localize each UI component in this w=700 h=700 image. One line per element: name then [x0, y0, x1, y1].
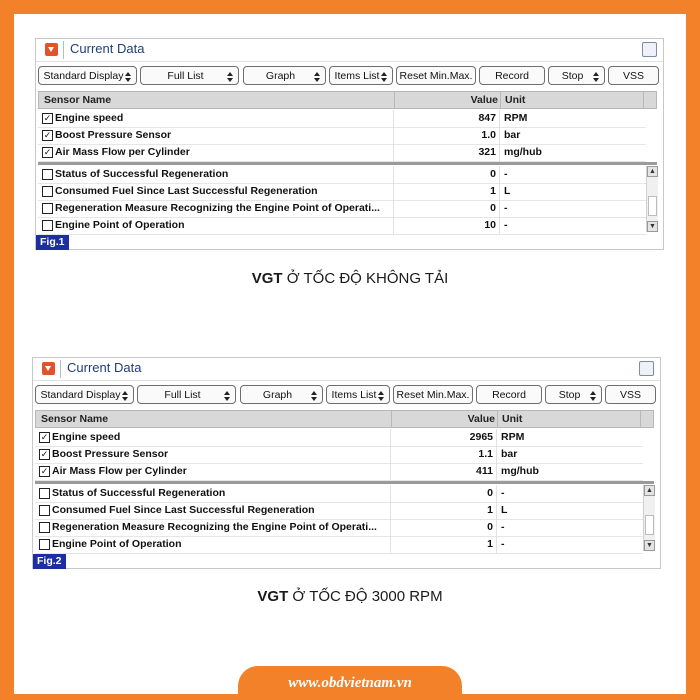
sensor-unit: L [504, 185, 511, 197]
cell-divider [393, 183, 394, 200]
title-separator [60, 360, 61, 378]
caption-bold: VGT [251, 270, 283, 287]
sensor-unit: mg/hub [501, 465, 539, 477]
updown-arrow-icon [122, 388, 128, 401]
updown-arrow-icon [314, 69, 320, 82]
website-text: www.obdvietnam.vn [288, 675, 412, 691]
table-row[interactable] [38, 110, 646, 128]
header-divider [391, 411, 392, 427]
updown-arrow-icon [593, 69, 599, 82]
sensor-unit: - [504, 202, 508, 214]
section-divider [38, 162, 657, 165]
cell-divider [496, 446, 497, 463]
header-divider [497, 411, 498, 427]
sensor-value: 411 [476, 465, 493, 477]
scroll-down-arrow-icon[interactable]: ▼ [647, 221, 658, 232]
sensor-name: Status of Successful Regeneration [55, 168, 229, 180]
sensor-unit: bar [501, 448, 518, 460]
sensor-name: Air Mass Flow per Cylinder [52, 465, 187, 477]
toolbar [38, 66, 658, 87]
cell-divider [496, 463, 497, 480]
cell-divider [496, 536, 497, 553]
cell-divider [496, 485, 497, 502]
reset-min-max-button-label: Reset Min.Max. [399, 70, 473, 82]
table-row[interactable] [38, 166, 646, 184]
reset-min-max-button[interactable] [393, 385, 473, 404]
vertical-scrollbar[interactable] [646, 166, 658, 232]
scroll-thumb[interactable] [648, 196, 657, 216]
cell-divider [390, 536, 391, 553]
graph-select-label: Graph [262, 389, 293, 401]
sensor-value: 1 [487, 538, 493, 550]
table-row[interactable] [38, 200, 646, 218]
table-row[interactable] [35, 463, 643, 481]
checkbox-checked-icon[interactable]: ✓ [40, 466, 49, 476]
record-button-label: Record [495, 70, 529, 82]
vss-button[interactable] [608, 66, 659, 85]
items-list-select[interactable] [329, 66, 393, 85]
panel-title: Current Data [70, 41, 145, 56]
caption-text: Ở TỐC ĐỘ KHÔNG TẢI [282, 270, 449, 287]
scroll-down-arrow-icon[interactable]: ▼ [644, 540, 655, 551]
table-row[interactable] [35, 446, 643, 464]
header-divider [643, 92, 644, 108]
updown-arrow-icon [125, 69, 131, 82]
checkbox-unchecked-icon[interactable] [42, 186, 53, 197]
sensor-value: 0 [490, 202, 496, 214]
sensor-unit: - [501, 538, 505, 550]
checkbox-checked-icon[interactable]: ✓ [40, 449, 49, 459]
stop-select-label: Stop [558, 389, 581, 401]
sensor-value: 847 [478, 112, 496, 124]
vertical-scrollbar[interactable] [643, 485, 655, 551]
graph-select[interactable] [240, 385, 323, 404]
table-row[interactable] [35, 429, 643, 447]
items-list-select-label: Items List [331, 389, 377, 401]
sensor-value: 321 [478, 146, 496, 158]
updown-arrow-icon [381, 69, 387, 82]
cell-divider [499, 127, 500, 144]
sensor-value: 0 [487, 487, 493, 499]
sensor-name: Consumed Fuel Since Last Successful Regeneration [52, 504, 315, 516]
sensor-unit: L [501, 504, 508, 516]
sensor-unit: mg/hub [504, 146, 542, 158]
cell-divider [499, 183, 500, 200]
cell-divider [390, 446, 391, 463]
cell-divider [496, 502, 497, 519]
vss-button[interactable] [605, 385, 656, 404]
website-footer [238, 666, 462, 700]
title-bar [33, 358, 660, 381]
sensor-name: Engine speed [52, 431, 121, 443]
table-row[interactable] [38, 144, 646, 162]
updown-arrow-icon [590, 388, 596, 401]
sensor-unit: - [504, 168, 508, 180]
sensor-value: 1.0 [481, 129, 496, 141]
cell-divider [393, 217, 394, 234]
header-sensor-name: Sensor Name [41, 413, 109, 425]
checkbox-unchecked-icon[interactable] [39, 488, 50, 499]
window-restore-icon[interactable] [639, 361, 654, 376]
sensor-value: 0 [487, 521, 493, 533]
updown-arrow-icon [227, 69, 233, 82]
collapse-arrow-icon[interactable] [45, 43, 58, 56]
table-row[interactable] [38, 183, 646, 201]
header-sensor-name: Sensor Name [44, 94, 112, 106]
table-row[interactable] [38, 127, 646, 145]
checkbox-unchecked-icon[interactable] [39, 539, 50, 550]
checkbox-checked-icon[interactable]: ✓ [43, 113, 52, 123]
sensor-unit: - [501, 521, 505, 533]
stop-select-label: Stop [561, 70, 584, 82]
table-row[interactable] [35, 536, 643, 554]
table-header [35, 410, 654, 428]
full-list-select[interactable] [140, 66, 239, 85]
sensor-unit: RPM [501, 431, 525, 443]
toolbar [35, 385, 655, 406]
standard-display-select-label: Standard Display [43, 70, 124, 82]
cell-divider [499, 200, 500, 217]
graph-select-label: Graph [265, 70, 296, 82]
section-divider [35, 481, 654, 484]
sensor-name: Engine speed [55, 112, 124, 124]
title-separator [63, 41, 64, 59]
vss-button-label: VSS [622, 70, 644, 82]
checkbox-checked-icon[interactable]: ✓ [43, 130, 52, 140]
header-divider [394, 92, 395, 108]
full-list-select-label: Full List [167, 70, 204, 82]
cell-divider [390, 519, 391, 536]
header-divider [500, 92, 501, 108]
sensor-value: 1 [490, 185, 496, 197]
cell-divider [390, 485, 391, 502]
checkbox-unchecked-icon[interactable] [42, 169, 53, 180]
checkbox-checked-icon[interactable]: ✓ [43, 147, 52, 157]
window-restore-icon[interactable] [642, 42, 657, 57]
standard-display-select-label: Standard Display [40, 389, 121, 401]
sensor-value: 1 [487, 504, 493, 516]
sensor-unit: bar [504, 129, 521, 141]
cell-divider [499, 144, 500, 161]
vss-button-label: VSS [619, 389, 641, 401]
graph-select[interactable] [243, 66, 326, 85]
sensor-value: 2965 [469, 431, 493, 443]
scroll-thumb[interactable] [645, 515, 654, 535]
cell-divider [393, 127, 394, 144]
checkbox-unchecked-icon[interactable] [39, 522, 50, 533]
record-button[interactable] [476, 385, 542, 404]
items-list-select-label: Items List [334, 70, 380, 82]
cell-divider [393, 166, 394, 183]
figure-label: Fig.2 [33, 554, 66, 569]
full-list-select[interactable] [137, 385, 236, 404]
table-row[interactable] [35, 519, 643, 537]
cell-divider [496, 429, 497, 446]
standard-display-select[interactable] [38, 66, 137, 85]
header-value: Value [467, 413, 495, 425]
sensor-unit: RPM [504, 112, 528, 124]
table-row[interactable] [38, 217, 646, 235]
full-list-select-label: Full List [164, 389, 201, 401]
cell-divider [390, 502, 391, 519]
stop-select[interactable] [548, 66, 605, 85]
updown-arrow-icon [378, 388, 384, 401]
stop-select[interactable] [545, 385, 602, 404]
cell-divider [390, 463, 391, 480]
sensor-value: 0 [490, 168, 496, 180]
sensor-name: Regeneration Measure Recognizing the Engine Point of Operati... [55, 202, 380, 214]
scroll-up-arrow-icon[interactable]: ▲ [647, 166, 658, 177]
cell-divider [499, 217, 500, 234]
title-bar [36, 39, 663, 62]
header-unit: Unit [502, 413, 523, 425]
cell-divider [499, 110, 500, 127]
standard-display-select[interactable] [35, 385, 134, 404]
header-divider [640, 411, 641, 427]
sensor-name: Consumed Fuel Since Last Successful Regeneration [55, 185, 318, 197]
caption-text: Ở TỐC ĐỘ 3000 RPM [288, 588, 443, 605]
table-row[interactable] [35, 485, 643, 503]
sensor-unit: - [504, 219, 508, 231]
panel-title: Current Data [67, 360, 142, 375]
caption-2 [0, 588, 700, 605]
items-list-select[interactable] [326, 385, 390, 404]
table-header [38, 91, 657, 109]
cell-divider [499, 166, 500, 183]
sensor-name: Boost Pressure Sensor [55, 129, 172, 141]
figure-label: Fig.1 [36, 235, 69, 250]
checkbox-checked-icon[interactable]: ✓ [40, 432, 49, 442]
header-unit: Unit [505, 94, 526, 106]
cell-divider [393, 144, 394, 161]
sensor-name: Boost Pressure Sensor [52, 448, 169, 460]
cell-divider [390, 429, 391, 446]
caption-bold: VGT [257, 588, 289, 605]
sensor-unit: - [501, 487, 505, 499]
sensor-name: Air Mass Flow per Cylinder [55, 146, 190, 158]
cell-divider [393, 200, 394, 217]
current-data-panel-1 [35, 38, 664, 250]
cell-divider [496, 519, 497, 536]
updown-arrow-icon [224, 388, 230, 401]
scroll-up-arrow-icon[interactable]: ▲ [644, 485, 655, 496]
checkbox-unchecked-icon[interactable] [42, 220, 53, 231]
sensor-name: Engine Point of Operation [52, 538, 182, 550]
record-button-label: Record [492, 389, 526, 401]
sensor-name: Engine Point of Operation [55, 219, 185, 231]
sensor-name: Regeneration Measure Recognizing the Engine Point of Operati... [52, 521, 377, 533]
cell-divider [393, 110, 394, 127]
sensor-value: 1.1 [478, 448, 493, 460]
caption-1 [0, 270, 700, 287]
reset-min-max-button-label: Reset Min.Max. [396, 389, 470, 401]
current-data-panel-2 [32, 357, 661, 569]
sensor-value: 10 [484, 219, 496, 231]
reset-min-max-button[interactable] [396, 66, 476, 85]
record-button[interactable] [479, 66, 545, 85]
collapse-arrow-icon[interactable] [42, 362, 55, 375]
updown-arrow-icon [311, 388, 317, 401]
checkbox-unchecked-icon[interactable] [42, 203, 53, 214]
sensor-name: Status of Successful Regeneration [52, 487, 226, 499]
header-value: Value [470, 94, 498, 106]
table-row[interactable] [35, 502, 643, 520]
checkbox-unchecked-icon[interactable] [39, 505, 50, 516]
